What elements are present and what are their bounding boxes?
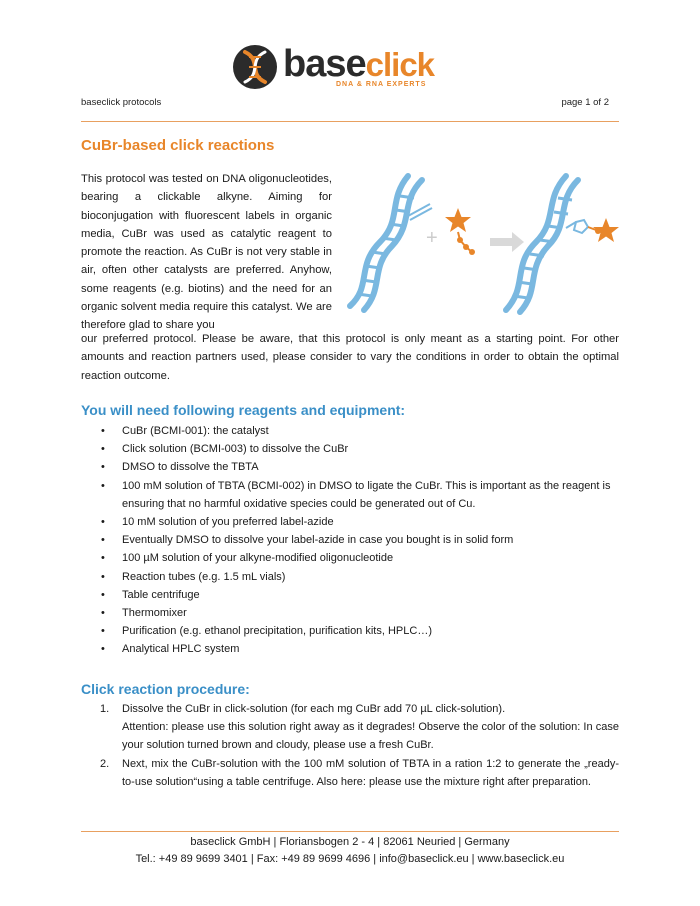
procedure-step	[81, 700, 619, 755]
step-text: Dissolve the CuBr in click-solution (for each mg CuBr add 70 µL click-solution).	[122, 703, 506, 715]
list-item: • Reaction tubes (e.g. 1.5 mL vials)	[81, 568, 619, 586]
step-note: Attention: please use this solution right away as it degrades! Observe the color of the solution: In case your solution turned brown and cloudy, please use a fresh CuBr.	[122, 721, 619, 752]
list-item: • Thermomixer	[81, 604, 619, 622]
dna-alkyne-icon	[350, 176, 432, 310]
header-left-label: baseclick protocols	[81, 97, 162, 108]
footer-divider	[81, 831, 619, 832]
list-item: • Eventually DMSO to dissolve your label-azide in case you bought is in solid form	[81, 531, 619, 549]
header-divider	[81, 121, 619, 122]
page-title: CuBr-based click reactions	[81, 137, 275, 154]
baseclick-logo	[232, 42, 468, 94]
intro-continuation: our preferred protocol. Please be aware, that this protocol is only meant as a starting point. For other amounts and reaction partners used, please consider to vary the conditions in order to obtain the optimal reaction outcome.	[81, 333, 619, 382]
step-text: Next, mix the CuBr-solution with the 100 mM solution of TBTA in a ration 1:2 to generate the „ready-to-use solution“using a table centrifuge. Also here: please use the mixture right after preparation.	[122, 757, 619, 788]
procedure-list	[81, 700, 619, 791]
list-item: • Analytical HPLC system	[81, 640, 619, 658]
step-number: 2.	[100, 757, 110, 770]
list-item: • DMSO to dissolve the TBTA	[81, 458, 619, 476]
click-reaction-illustration	[344, 170, 620, 318]
logo-click-text: click	[365, 46, 435, 83]
list-item: • Click solution (BCMI-003) to dissolve the CuBr	[81, 440, 619, 458]
step-number: 1.	[100, 703, 110, 715]
list-item: • 10 mM solution of you preferred label-azide	[81, 513, 619, 531]
list-item: • Purification (e.g. ethanol precipitation, purification kits, HPLC…)	[81, 622, 619, 640]
footer-address: baseclick GmbH | Floriansbogen 2 - 4 | 82061 Neuried | Germany	[190, 836, 510, 848]
dna-conjugate-icon	[506, 176, 619, 312]
list-item: • 100 µM solution of your alkyne-modified oligonucleotide	[81, 549, 619, 567]
list-item: • CuBr (BCMI-001): the catalyst	[81, 422, 619, 440]
list-item: • Table centrifuge	[81, 586, 619, 604]
list-item: • 100 mM solution of TBTA (BCMI-002) in DMSO to ligate the CuBr. This is important as the reagent is ensuring that no harmful oxidative species could be generated out of Cu.	[81, 477, 619, 513]
footer-contact: Tel.: +49 89 9699 3401 | Fax: +49 89 9699 4696 | info@baseclick.eu | www.baseclick.eu	[135, 853, 565, 865]
logo-tagline: DNA & RNA EXPERTS	[336, 81, 427, 88]
reaction-arrow-icon	[490, 232, 524, 252]
reagents-heading: You will need following reagents and equipment:	[81, 402, 406, 418]
intro-paragraph: This protocol was tested on DNA oligonucleotides, bearing a clickable alkyne. Aiming for bioconjugation with fluorescent labels in organic media, CuBr was used as catalytic reagent to promote the reaction. As CuBr is not very stable in air, often other catalysts are preferred. Anyhow, some reagents (e.g. biotins) and the need for an organic solvent media require this catalyst. We are therefore glad to share you	[81, 173, 332, 332]
page-number: page 1 of 2	[561, 97, 609, 108]
procedure-heading: Click reaction procedure:	[81, 681, 250, 697]
procedure-step	[81, 755, 619, 791]
label-azide-icon	[445, 208, 475, 255]
logo-base-text: base	[283, 43, 366, 85]
plus-sign: +	[426, 227, 438, 249]
dna-helix-logo-icon	[232, 44, 278, 90]
reagents-list	[81, 422, 619, 659]
